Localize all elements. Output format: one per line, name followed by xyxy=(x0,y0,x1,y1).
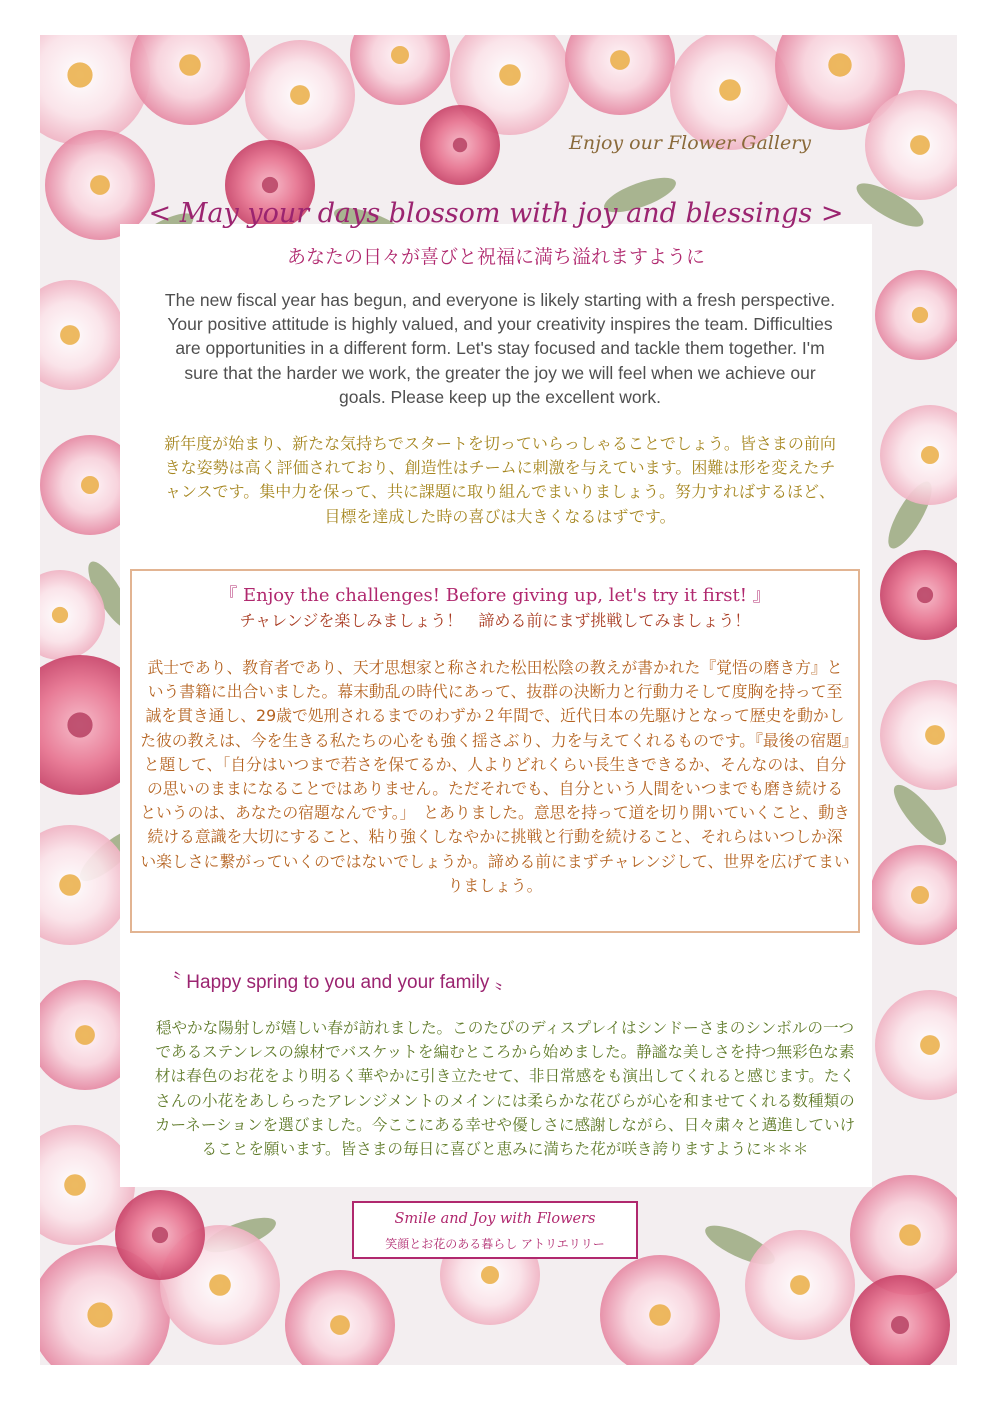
rose-center xyxy=(891,1316,909,1334)
rose-center xyxy=(499,64,521,86)
intro-english-paragraph: The new fiscal year has begun, and everyone is likely starting with a fresh perspective. Your positive attitude is highly valued, and your creativity inspires the team. Difficulties are opportunities in a different form. Let's stay focused and tackle them together. I'm sure that the harder we work, the greater the joy we will feel when we achieve our goals. Please keep up the excellent work. xyxy=(164,290,836,407)
page-title-japanese: あなたの日々が喜びと祝福に満ち溢れますように xyxy=(286,246,705,268)
rose-center xyxy=(910,135,930,155)
rose-center xyxy=(90,175,110,195)
rose-center xyxy=(59,874,81,896)
rose-center xyxy=(87,1302,112,1327)
rose-bloom xyxy=(880,405,957,505)
rose-center xyxy=(917,587,933,603)
rose-center xyxy=(60,325,80,345)
rose-bloom xyxy=(40,280,125,390)
rose-center xyxy=(719,79,741,101)
rose-bloom xyxy=(350,35,450,105)
challenge-heading: 『 Enjoy the challenges! Before giving up, let's try it first! 』 xyxy=(219,585,771,606)
rose-center xyxy=(912,307,928,323)
rose-center xyxy=(920,1035,940,1055)
rose-center xyxy=(81,476,99,494)
rose-center xyxy=(67,712,92,737)
rose-center xyxy=(209,1274,231,1296)
rose-bloom xyxy=(130,35,250,125)
intro-japanese-paragraph: 新年度が始まり、新たな気持ちでスタートを切っていらっしゃることでしょう。皆さまの前向きな姿勢は高く評価されており、創造性はチームに刺激を与えています。困難は形を変えたチャンスです。集中力を保って、共に課題に取り組んでまいりましょう。努力すればするほど、目標を達成した時の喜びは大きくなるはずです。 xyxy=(164,434,836,526)
gallery-label: Enjoy our Flower Gallery xyxy=(568,132,812,154)
rose-bloom xyxy=(880,680,957,790)
challenge-body: 武士であり、教育者であり、天才思想家と称された松田松陰の教えが書かれた『覚悟の磨き方』という書籍に出合いました。幕末動乱の時代にあって、抜群の決断力と行動力そして度胸を持って至誠を貫き通し、29歳で処刑されるまでのわずか２年間で、近代日本の先駆けとなって歴史を動かした彼の教えは、今を生きる私たちの心をも強く揺さぶり、力を与えてくれるものです。『最後の宿題』と題して、「自分はいつまで若さを保てるか、人よりどれくらい長生きできるか、そんなのは、自分の思いのままになることではありません。ただそれでも、自分という人間をいつまでも磨き続けるというのは、あなたの宿題なんです。」 とありました。意思を持って道を切り開いていくこと、動き続ける意識を大切にすること、粘り強くしなやかに挑戦と行動を続けること、それらはいつしか深い楽しさに繋がっていくのではないでしょうか。諦める前にまずチャレンジして、世界を広げてまいりましょう。 xyxy=(140,658,850,895)
rose-center xyxy=(262,177,278,193)
rose-bloom xyxy=(565,35,675,115)
rose-center xyxy=(610,50,630,70)
rose-center xyxy=(921,446,939,464)
rose-center xyxy=(911,886,929,904)
rose-center xyxy=(152,1227,168,1243)
rose-center xyxy=(67,62,92,87)
rose-center xyxy=(391,46,409,64)
rose-center xyxy=(481,1266,499,1284)
footer-tagline: Smile and Joy with Flowers xyxy=(394,1211,596,1227)
rose-center xyxy=(828,53,851,76)
rose-center xyxy=(64,1174,86,1196)
rose-center xyxy=(179,54,201,76)
rose-center xyxy=(330,1315,350,1335)
page-title: < May your days blossom with joy and blessings > xyxy=(148,198,844,229)
rose-bloom xyxy=(875,990,957,1100)
footer-atelier-name: 笑顔とお花のある暮らし アトリエリリー xyxy=(385,1237,605,1251)
rose-center xyxy=(290,85,310,105)
rose-center xyxy=(52,607,68,623)
footer-signature-box xyxy=(352,1201,638,1259)
rose-center xyxy=(899,1224,921,1246)
challenge-heading-japanese: チャレンジを楽しみましょう！ 諦める前にまず挑戦してみましょう！ xyxy=(239,611,751,630)
rose-center xyxy=(925,725,945,745)
spring-heading: 〝 Happy spring to you and your family 〟 xyxy=(162,972,514,993)
rose-center xyxy=(453,138,467,152)
spring-body: 穏やかな陽射しが嬉しい春が訪れました。このたびのディスプレイはシンドーさまのシンボルの一つであるステンレスの線材でバスケットを編むところから始めました。静謐な美しさを持つ無彩色な素材は春色のお花をより明るく華やかに引き立たせて、非日常感をも演出してくれると感じます。たくさんの小花をあしらったアレンジメントのメインには柔らかな花びらが心を和ませてくれる数種類のカーネーションを選びました。今ここにある幸せや優しさに感謝しながら、日々粛々と邁進していけることを願います。皆さまの毎日に喜びと恵みに満ちた花が咲き誇りますように＊＊＊ xyxy=(154,1019,856,1159)
rose-center xyxy=(790,1275,810,1295)
rose-center xyxy=(649,1304,671,1326)
rose-center xyxy=(75,1025,95,1045)
